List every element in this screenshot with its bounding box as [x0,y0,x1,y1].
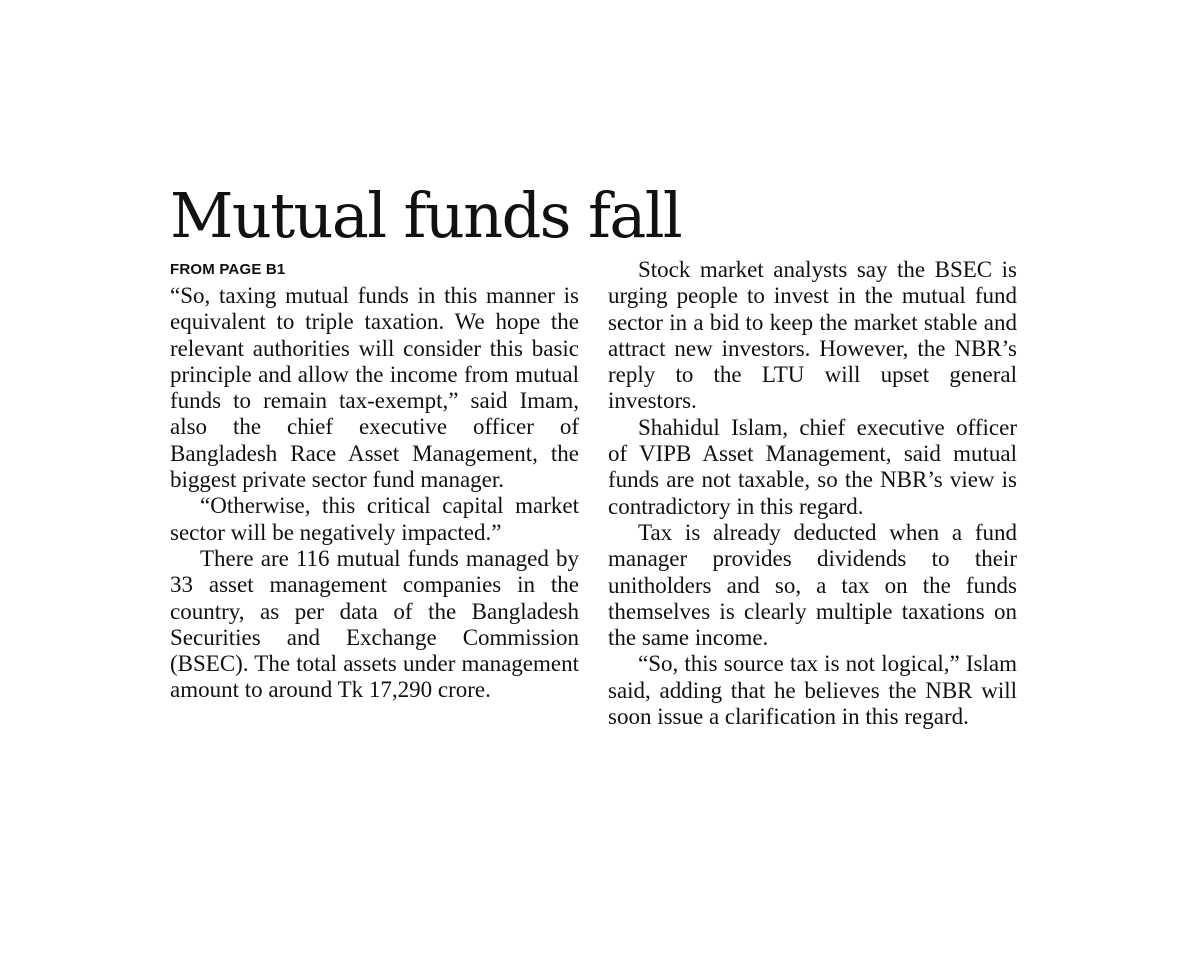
article-column-right [608,257,1017,730]
paragraph: There are 116 mutual funds managed by 33 asset management companies in the country, as per data of the Bangladesh Securities and Exchange Commission (BSEC). The total assets under management amount to around Tk 17,290 crore. [170,545,579,703]
paragraph: “So, taxing mutual funds in this manner is equivalent to triple taxation. We hope the relevant authorities will consider this basic principle and allow the income from mutual funds to remain tax-exempt,” said Imam, also the chief executive officer of Bangladesh Race Asset Management, the biggest private sector fund manager. [170,283,579,493]
continuation-kicker: FROM PAGE B1 [170,261,286,278]
article-column-left [170,257,579,704]
paragraph: “So, this source tax is not logical,” Islam said, adding that he believes the NBR will soon issue a clarification in this regard. [608,651,1017,730]
paragraph: Tax is already deducted when a fund manager provides dividends to their unitholders and so, a tax on the funds themselves is clearly multiple taxations on the same income. [608,519,1017,651]
paragraph: “Otherwise, this critical capital market sector will be negatively impacted.” [170,493,579,545]
paragraph: Shahidul Islam, chief executive officer of VIPB Asset Management, said mutual funds are not taxable, so the NBR’s view is contradictory in this regard. [608,414,1017,519]
paragraph: Stock market analysts say the BSEC is urging people to invest in the mutual fund sector in a bid to keep the market stable and attract new investors. However, the NBR’s reply to the LTU will upset general investors. [608,257,1017,414]
headline: Mutual funds fall [170,179,682,252]
